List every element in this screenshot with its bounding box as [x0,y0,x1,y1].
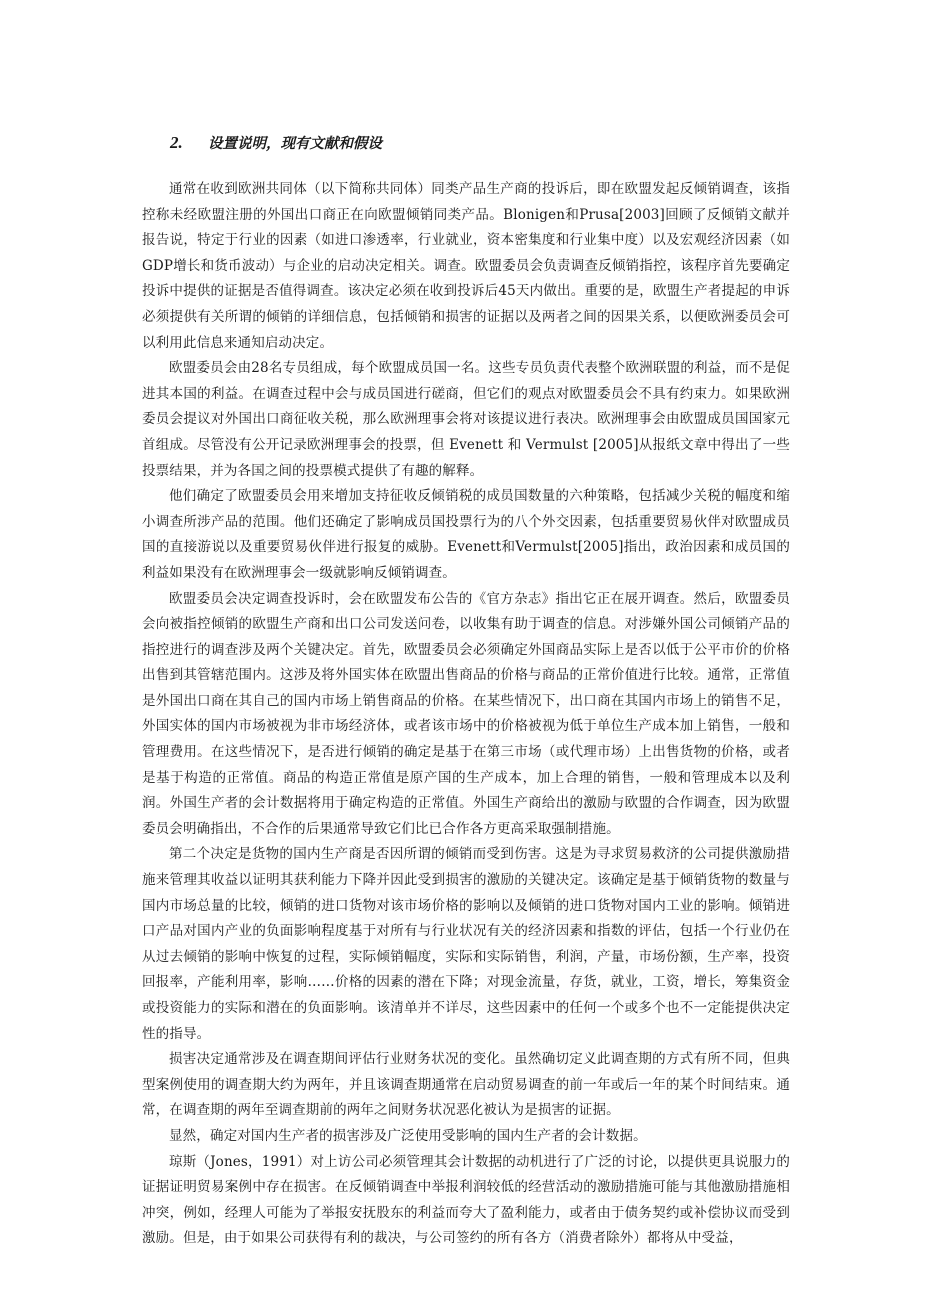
body-paragraph-7: 显然，确定对国内生产者的损害涉及广泛使用受影响的国内生产者的会计数据。 [169,1127,647,1144]
body-paragraph-8: 琼斯（Jones，1991）对上访公司必须管理其会计数据的动机进行了广泛的讨论，以提供更具说服力的证据证明贸易案例中存在损害。在反倾销调查中举报利润较低的经营活动的激励措施可能与其他激励措施相冲突，例如，经理人可能为了举报安抚股东的利益而夸大了盈利能力，或者由于债务契约或补偿协议而受到激励。但是，由于如果公司获得有利的裁决，与公司签约的所有各方（消费者除外）都将从中受益， [142,1153,790,1247]
body-paragraph-5: 第二个决定是货物的国内生产商是否因所谓的倾销而受到伤害。这是为寻求贸易救济的公司提供激励措施来管理其收益以证明其获利能力下降并因此受到损害的激励的关键决定。该确定是基于倾销货物的数量与国内市场总量的比较，倾销的进口货物对该市场价格的影响以及倾销的进口货物对国内工业的影响。倾销进口产品对国内产业的负面影响程度基于对所有与行业状况有关的经济因素和指数的评估，包括一个行业仍在从过去倾销的影响中恢复的过程，实际倾销幅度，实际和实际销售，利润，产量，市场份额，生产率，投资回报率，产能利用率，影响……价格的因素的潜在下降；对现金流量，存货，就业，工资，增长，筹集资金或投资能力的实际和潜在的负面影响。该清单并不详尽，这些因素中的任何一个或多个也不一定能提供决定性的指导。 [142,846,790,1042]
section-heading [142,128,790,159]
section-title: 设置说明，现有文献和假设 [208,135,382,152]
body-paragraph-6: 损害决定通常涉及在调查期间评估行业财务状况的变化。虽然确切定义此调查期的方式有所不同，但典型案例使用的调查期大约为两年，并且该调查期通常在启动贸易调查的前一年或后一年的某个时间结束。通常，在调查期的两年至调查期前的两年之间财务状况恶化被认为是损害的证据。 [142,1051,790,1119]
document-page [142,128,790,1252]
body-paragraph-1: 通常在收到欧洲共同体（以下简称共同体）同类产品生产商的投诉后，即在欧盟发起反倾销调查，该指控称未经欧盟注册的外国出口商正在向欧盟倾销同类产品。Blonigen和Prusa[2003]回顾了反倾销文献并报告说，特定于行业的因素（如进口渗透率，行业就业，资本密集度和行业集中度）以及宏观经济因素（如GDP增长和货币波动）与企业的启动决定相关。调查。欧盟委员会负责调查反倾销指控，该程序首先要确定投诉中提供的证据是否值得调查。该决定必须在收到投诉后45天内做出。重要的是，欧盟生产者提起的申诉必须提供有关所谓的倾销的详细信息，包括倾销和损害的证据以及两者之间的因果关系，以便欧洲委员会可以利用此信息来通知启动决定。 [142,181,790,351]
body-paragraph-4: 欧盟委员会决定调查投诉时，会在欧盟发布公告的《官方杂志》指出它正在展开调查。然后，欧盟委员会向被指控倾销的欧盟生产商和出口公司发送问卷，以收集有助于调查的信息。对涉嫌外国公司倾销产品的指控进行的调查涉及两个关键决定。首先，欧盟委员会必须确定外国商品实际上是否以低于公平市价的价格出售到其管辖范围内。这涉及将外国实体在欧盟出售商品的价格与商品的正常价值进行比较。通常，正常值是外国出口商在其自己的国内市场上销售商品的价格。在某些情况下，出口商在其国内市场上的销售不足，外国实体的国内市场被视为非市场经济体，或者该市场中的价格被视为低于单位生产成本加上销售，一般和管理费用。在这些情况下，是否进行倾销的确定是基于在第三市场（或代理市场）上出售货物的价格，或者是基于构造的正常值。商品的构造正常值是原产国的生产成本，加上合理的销售，一般和管理成本以及利润。外国生产者的会计数据将用于确定构造的正常值。外国生产商给出的激励与欧盟的合作调查，因为欧盟委员会明确指出，不合作的后果通常导致它们比已合作各方更高采取强制措施。 [142,590,790,837]
section-number: 2. [170,133,183,152]
body-paragraph-3: 他们确定了欧盟委员会用来增加支持征收反倾销税的成员国数量的六种策略，包括减少关税的幅度和缩小调查所涉产品的范围。他们还确定了影响成员国投票行为的八个外交因素，包括重要贸易伙伴对欧盟成员国的直接游说以及重要贸易伙伴进行报复的威胁。Evenett和Vermulst[2005]指出，政治因素和成员国的利益如果没有在欧洲理事会一级就影响反倾销调查。 [142,488,790,581]
body-paragraph-2: 欧盟委员会由28名专员组成，每个欧盟成员国一名。这些专员负责代表整个欧洲联盟的利益，而不是促进其本国的利益。在调查过程中会与成员国进行磋商，但它们的观点对欧盟委员会不具有约束力。如果欧洲委员会提议对外国出口商征收关税，那么欧洲理事会将对该提议进行表决。欧洲理事会由欧盟成员国国家元首组成。尽管没有公开记录欧洲理事会的投票，但 Evenett 和 Vermulst [2005]从报纸文章中得出了一些投票结果，并为各国之间的投票模式提供了有趣的解释。 [142,360,790,479]
